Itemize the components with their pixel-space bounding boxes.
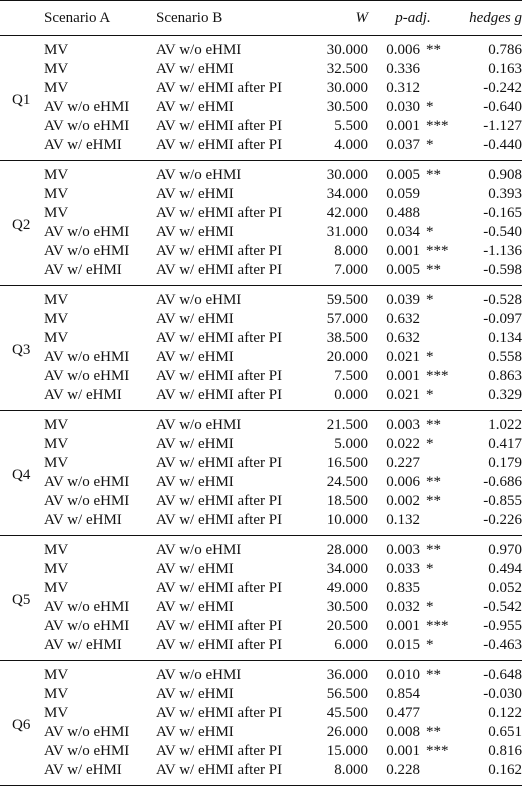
table-row (0, 761, 522, 786)
significance-cell: * (426, 292, 434, 308)
significance-cell: ** (426, 724, 441, 740)
scenario-a-cell: MV (44, 311, 69, 327)
table-row (0, 386, 522, 411)
scenario-b-cell: AV w/ eHMI after PI (156, 705, 283, 721)
hedges-g-cell: 0.558 (488, 349, 522, 365)
hedges-g-cell: 0.163 (488, 61, 522, 77)
w-cell: 15.000 (326, 743, 368, 759)
w-cell: 20.500 (326, 618, 368, 634)
table-row (0, 161, 522, 186)
question-label: Q5 (0, 536, 44, 661)
question-label: Q4 (0, 411, 44, 536)
significance-cell (420, 185, 458, 204)
header-question (0, 1, 44, 36)
significance-cell: * (420, 386, 458, 411)
w-cell: 20.000 (326, 349, 368, 365)
hedges-g-cell: -0.955 (483, 618, 522, 634)
w-cell: 7.500 (334, 368, 368, 384)
hedges-g-cell: -0.686 (483, 474, 522, 490)
question-label: Q6 (0, 661, 44, 786)
p-adj-cell: 0.336 (386, 61, 420, 77)
p-adj-cell: 0.037 (368, 136, 420, 161)
hedges-g-cell: 0.651 (488, 724, 522, 740)
w-cell: 30.500 (326, 99, 368, 115)
w-cell: 30.000 (326, 80, 368, 96)
scenario-a-cell: MV (44, 561, 69, 577)
hedges-g-cell: 0.908 (488, 167, 522, 183)
hedges-g-cell: 0.122 (488, 705, 522, 721)
w-cell: 5.500 (334, 118, 368, 134)
w-cell: 10.000 (314, 511, 368, 536)
table-row (0, 98, 522, 117)
p-adj-cell: 0.034 (386, 224, 420, 240)
scenario-b-cell: AV w/ eHMI (156, 436, 234, 452)
table-row (0, 204, 522, 223)
table-row (0, 223, 522, 242)
scenario-b-cell: AV w/ eHMI after PI (156, 205, 283, 221)
significance-cell (420, 685, 458, 704)
p-adj-cell: 0.312 (386, 80, 420, 96)
p-adj-cell: 0.835 (386, 580, 420, 596)
w-cell: 56.500 (326, 686, 368, 702)
significance-cell: * (426, 599, 434, 615)
scenario-a-cell: MV (44, 61, 69, 77)
scenario-b-cell: AV w/ eHMI (156, 474, 234, 490)
scenario-a-cell: MV (44, 705, 69, 721)
hedges-g-cell: -0.242 (483, 80, 522, 96)
significance-cell (420, 79, 458, 98)
scenario-a-cell: MV (44, 42, 69, 58)
significance-cell (420, 704, 458, 723)
p-adj-cell: 0.030 (386, 99, 420, 115)
significance-cell: *** (426, 743, 449, 759)
scenario-b-cell: AV w/o eHMI (156, 417, 242, 433)
scenario-b-cell: AV w/ eHMI (156, 686, 234, 702)
table-row (0, 598, 522, 617)
scenario-b-cell: AV w/ eHMI after PI (156, 386, 314, 411)
table-row (0, 536, 522, 561)
hedges-g-cell: -0.097 (483, 311, 522, 327)
hedges-g-cell: 0.816 (488, 743, 522, 759)
p-adj-cell: 0.488 (386, 205, 420, 221)
table-row (0, 60, 522, 79)
p-adj-cell: 0.006 (386, 42, 420, 58)
hedges-g-cell: 0.494 (488, 561, 522, 577)
scenario-a-cell: AV w/o eHMI (44, 243, 130, 259)
p-adj-cell: 0.006 (386, 474, 420, 490)
scenario-a-cell: MV (44, 686, 69, 702)
scenario-b-cell: AV w/o eHMI (156, 167, 242, 183)
p-adj-cell: 0.005 (386, 167, 420, 183)
scenario-a-cell: AV w/o eHMI (44, 99, 130, 115)
significance-cell: * (426, 436, 434, 452)
scenario-b-cell: AV w/ eHMI after PI (156, 330, 283, 346)
question-group (0, 286, 522, 411)
table-row (0, 473, 522, 492)
significance-cell: ** (420, 261, 458, 286)
scenario-a-cell: MV (44, 80, 69, 96)
hedges-g-cell: -1.136 (483, 243, 522, 259)
hedges-g-cell: -0.463 (458, 636, 522, 661)
w-cell: 59.500 (326, 292, 368, 308)
header-scenario-b: Scenario B (156, 1, 314, 36)
table-row (0, 411, 522, 436)
p-adj-cell: 0.002 (386, 493, 420, 509)
scenario-a-cell: MV (44, 292, 69, 308)
scenario-a-cell: AV w/o eHMI (44, 743, 130, 759)
p-adj-cell: 0.005 (368, 261, 420, 286)
w-cell: 38.500 (326, 330, 368, 346)
hedges-g-cell: 0.970 (488, 542, 522, 558)
w-cell: 34.000 (326, 561, 368, 577)
hedges-g-cell: -0.855 (483, 493, 522, 509)
w-cell: 8.000 (314, 761, 368, 786)
table-row (0, 185, 522, 204)
significance-cell: * (420, 636, 458, 661)
p-adj-cell: 0.003 (386, 417, 420, 433)
scenario-b-cell: AV w/ eHMI (156, 349, 234, 365)
table-row (0, 367, 522, 386)
hedges-g-cell: -0.648 (483, 667, 522, 683)
p-adj-cell: 0.008 (386, 724, 420, 740)
header-scenario-a: Scenario A (44, 1, 156, 36)
w-cell: 16.500 (326, 455, 368, 471)
scenario-a-cell: MV (44, 667, 69, 683)
hedges-g-cell: -0.440 (458, 136, 522, 161)
table-row (0, 36, 522, 61)
significance-cell (420, 454, 458, 473)
significance-cell (420, 511, 458, 536)
p-adj-cell: 0.033 (386, 561, 420, 577)
scenario-b-cell: AV w/ eHMI after PI (156, 636, 314, 661)
w-cell: 32.500 (326, 61, 368, 77)
scenario-b-cell: AV w/ eHMI after PI (156, 618, 283, 634)
p-adj-cell: 0.001 (386, 368, 420, 384)
scenario-b-cell: AV w/ eHMI after PI (156, 743, 283, 759)
table-row (0, 560, 522, 579)
question-group (0, 536, 522, 661)
w-cell: 28.000 (326, 542, 368, 558)
w-cell: 5.000 (334, 436, 368, 452)
significance-cell: * (426, 349, 434, 365)
scenario-a-cell: AV w/ eHMI (44, 511, 156, 536)
scenario-b-cell: AV w/ eHMI (156, 186, 234, 202)
significance-cell: *** (426, 618, 449, 634)
table-row (0, 723, 522, 742)
scenario-b-cell: AV w/ eHMI after PI (156, 368, 283, 384)
table-row (0, 286, 522, 311)
hedges-g-cell: -0.598 (458, 261, 522, 286)
w-cell: 31.000 (326, 224, 368, 240)
scenario-b-cell: AV w/o eHMI (156, 42, 242, 58)
scenario-b-cell: AV w/o eHMI (156, 292, 242, 308)
table-row (0, 617, 522, 636)
question-group (0, 661, 522, 786)
question-group (0, 411, 522, 536)
p-adj-cell: 0.001 (386, 118, 420, 134)
hedges-g-cell: 0.179 (488, 455, 522, 471)
table-row (0, 742, 522, 761)
scenario-a-cell: AV w/o eHMI (44, 368, 130, 384)
scenario-a-cell: AV w/o eHMI (44, 349, 130, 365)
scenario-b-cell: AV w/ eHMI after PI (156, 80, 283, 96)
scenario-a-cell: AV w/ eHMI (44, 136, 156, 161)
w-cell: 45.500 (326, 705, 368, 721)
hedges-g-cell: 0.052 (488, 580, 522, 596)
w-cell: 4.000 (314, 136, 368, 161)
table-row (0, 242, 522, 261)
p-adj-cell: 0.021 (368, 386, 420, 411)
significance-cell (420, 310, 458, 329)
hedges-g-cell: -0.640 (483, 99, 522, 115)
scenario-b-cell: AV w/ eHMI after PI (156, 493, 283, 509)
scenario-a-cell: AV w/o eHMI (44, 118, 130, 134)
scenario-b-cell: AV w/ eHMI after PI (156, 243, 283, 259)
p-adj-cell: 0.001 (386, 743, 420, 759)
p-adj-cell: 0.003 (386, 542, 420, 558)
p-adj-cell: 0.039 (386, 292, 420, 308)
scenario-b-cell: AV w/ eHMI after PI (156, 261, 314, 286)
question-label: Q1 (0, 36, 44, 161)
w-cell: 34.000 (326, 186, 368, 202)
w-cell: 6.000 (314, 636, 368, 661)
p-adj-cell: 0.001 (386, 618, 420, 634)
scenario-b-cell: AV w/ eHMI (156, 599, 234, 615)
w-cell: 18.500 (326, 493, 368, 509)
significance-cell (420, 60, 458, 79)
scenario-b-cell: AV w/o eHMI (156, 542, 242, 558)
hedges-g-cell: 0.134 (488, 330, 522, 346)
significance-cell (420, 579, 458, 598)
question-group (0, 36, 522, 161)
scenario-b-cell: AV w/ eHMI (156, 724, 234, 740)
scenario-b-cell: AV w/ eHMI (156, 61, 234, 77)
hedges-g-cell: -0.165 (483, 205, 522, 221)
question-label: Q2 (0, 161, 44, 286)
table-row (0, 636, 522, 661)
hedges-g-cell: -0.540 (483, 224, 522, 240)
p-adj-cell: 0.854 (386, 686, 420, 702)
scenario-a-cell: AV w/ eHMI (44, 636, 156, 661)
header-hedges-g: hedges g (458, 1, 522, 36)
scenario-b-cell: AV w/ eHMI after PI (156, 118, 283, 134)
scenario-a-cell: MV (44, 580, 69, 596)
w-cell: 26.000 (326, 724, 368, 740)
significance-cell: ** (426, 167, 441, 183)
scenario-b-cell: AV w/ eHMI (156, 311, 234, 327)
table-row (0, 348, 522, 367)
scenario-a-cell: MV (44, 330, 69, 346)
w-cell: 8.000 (334, 243, 368, 259)
w-cell: 49.000 (326, 580, 368, 596)
scenario-b-cell: AV w/ eHMI after PI (156, 511, 314, 536)
w-cell: 42.000 (326, 205, 368, 221)
hedges-g-cell: 0.329 (458, 386, 522, 411)
scenario-a-cell: MV (44, 417, 69, 433)
w-cell: 57.000 (326, 311, 368, 327)
question-group (0, 161, 522, 286)
significance-cell: * (426, 224, 434, 240)
scenario-a-cell: AV w/o eHMI (44, 474, 130, 490)
scenario-a-cell: AV w/o eHMI (44, 493, 130, 509)
scenario-a-cell: AV w/ eHMI (44, 261, 156, 286)
w-cell: 0.000 (314, 386, 368, 411)
p-adj-cell: 0.132 (368, 511, 420, 536)
hedges-g-cell: 0.786 (488, 42, 522, 58)
table-row (0, 261, 522, 286)
significance-cell: ** (426, 42, 441, 58)
scenario-a-cell: AV w/o eHMI (44, 724, 130, 740)
table-row (0, 492, 522, 511)
table-row (0, 661, 522, 686)
table-row (0, 511, 522, 536)
hedges-g-cell: -0.542 (483, 599, 522, 615)
scenario-a-cell: MV (44, 186, 69, 202)
significance-cell: *** (426, 118, 449, 134)
w-cell: 30.000 (326, 167, 368, 183)
p-adj-cell: 0.227 (386, 455, 420, 471)
header-w: W (314, 1, 368, 36)
significance-cell: *** (426, 368, 449, 384)
header-p-adj: p-adj. (368, 1, 458, 36)
table-row (0, 136, 522, 161)
scenario-b-cell: AV w/ eHMI (156, 99, 234, 115)
p-adj-cell: 0.032 (386, 599, 420, 615)
table-header (0, 1, 522, 36)
significance-cell (420, 761, 458, 786)
scenario-a-cell: AV w/o eHMI (44, 618, 130, 634)
hedges-g-cell: 0.863 (488, 368, 522, 384)
w-cell: 36.000 (326, 667, 368, 683)
significance-cell: ** (426, 474, 441, 490)
scenario-b-cell: AV w/ eHMI (156, 561, 234, 577)
hedges-g-cell: 0.417 (488, 436, 522, 452)
significance-cell: *** (426, 243, 449, 259)
significance-cell (420, 329, 458, 348)
hedges-g-cell: 1.022 (488, 417, 522, 433)
table-row (0, 435, 522, 454)
significance-cell: ** (426, 667, 441, 683)
table-row (0, 579, 522, 598)
significance-cell (420, 204, 458, 223)
table-row (0, 329, 522, 348)
table-row (0, 454, 522, 473)
table-row (0, 117, 522, 136)
w-cell: 30.500 (326, 599, 368, 615)
table-row (0, 310, 522, 329)
w-cell: 30.000 (326, 42, 368, 58)
hedges-g-cell: 0.393 (488, 186, 522, 202)
significance-cell: ** (426, 417, 441, 433)
w-cell: 24.500 (326, 474, 368, 490)
p-adj-cell: 0.001 (386, 243, 420, 259)
hedges-g-cell: -0.226 (458, 511, 522, 536)
significance-cell: ** (426, 542, 441, 558)
p-adj-cell: 0.015 (368, 636, 420, 661)
scenario-a-cell: MV (44, 205, 69, 221)
p-adj-cell: 0.632 (386, 311, 420, 327)
scenario-b-cell: AV w/ eHMI after PI (156, 580, 283, 596)
p-adj-cell: 0.022 (386, 436, 420, 452)
p-adj-cell: 0.021 (386, 349, 420, 365)
w-cell: 7.000 (314, 261, 368, 286)
scenario-a-cell: MV (44, 542, 69, 558)
question-label: Q3 (0, 286, 44, 411)
p-adj-cell: 0.010 (386, 667, 420, 683)
scenario-a-cell: AV w/ eHMI (44, 761, 156, 786)
significance-cell: ** (426, 493, 441, 509)
hedges-g-cell: -0.030 (483, 686, 522, 702)
p-adj-cell: 0.059 (386, 186, 420, 202)
scenario-a-cell: MV (44, 455, 69, 471)
p-adj-cell: 0.632 (386, 330, 420, 346)
p-adj-cell: 0.477 (386, 705, 420, 721)
hedges-g-cell: -1.127 (483, 118, 522, 134)
scenario-a-cell: MV (44, 167, 69, 183)
scenario-b-cell: AV w/ eHMI after PI (156, 136, 314, 161)
hedges-g-cell: -0.528 (483, 292, 522, 308)
scenario-b-cell: AV w/ eHMI (156, 224, 234, 240)
significance-cell: * (426, 561, 434, 577)
w-cell: 21.500 (326, 417, 368, 433)
table-row (0, 685, 522, 704)
hedges-g-cell: 0.162 (458, 761, 522, 786)
scenario-b-cell: AV w/ eHMI after PI (156, 455, 283, 471)
table-row (0, 704, 522, 723)
scenario-a-cell: AV w/ eHMI (44, 386, 156, 411)
scenario-b-cell: AV w/o eHMI (156, 667, 242, 683)
table-row (0, 79, 522, 98)
scenario-a-cell: AV w/o eHMI (44, 224, 130, 240)
scenario-a-cell: AV w/o eHMI (44, 599, 130, 615)
scenario-a-cell: MV (44, 436, 69, 452)
significance-cell: * (426, 99, 434, 115)
p-adj-cell: 0.228 (368, 761, 420, 786)
scenario-b-cell: AV w/ eHMI after PI (156, 761, 314, 786)
significance-cell: * (420, 136, 458, 161)
